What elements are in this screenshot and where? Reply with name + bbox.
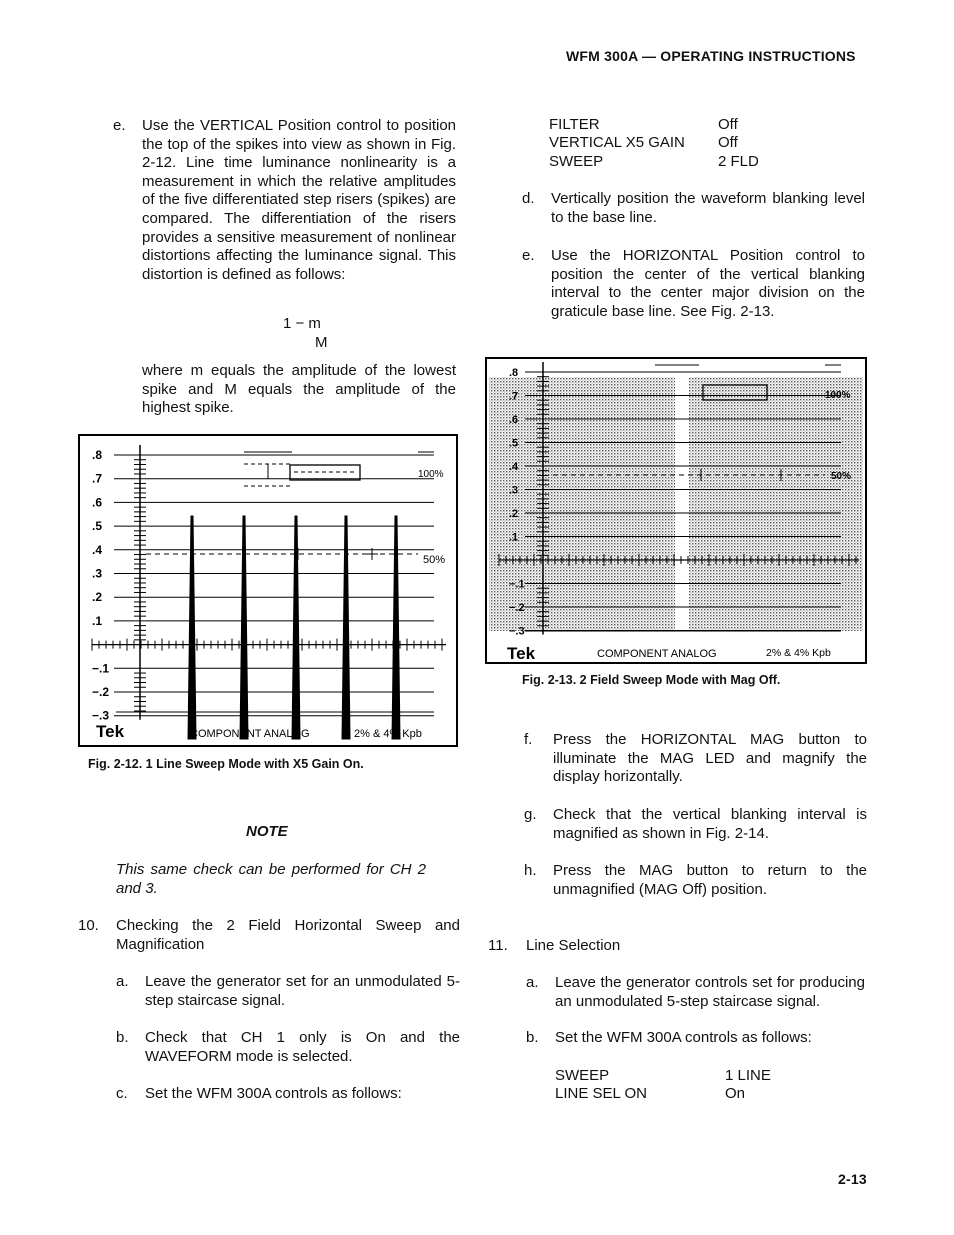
graticule-tick-label: .6 (509, 414, 519, 426)
graticule-tick-label: .3 (509, 484, 519, 497)
figure-2-12 (78, 434, 458, 747)
step-h-text: Press the MAG button to return to the unmagnified (MAG Off) position. (553, 862, 867, 898)
step-g-letter: g. (524, 806, 537, 823)
graticule-tick-label: .2 (509, 508, 519, 520)
component-analog-label: COMPONENT ANALOG (597, 648, 717, 660)
component-analog-label: COMPONENT ANALOG (190, 728, 310, 740)
setting-value: On (725, 1085, 746, 1102)
step-11a-letter: a. (526, 974, 539, 991)
label-50: 50% (831, 471, 852, 482)
setting-value: Off (718, 134, 738, 151)
formula-denominator: M (315, 334, 328, 351)
setting-name: VERTICAL X5 GAIN (549, 134, 685, 151)
graticule-tick-label: −.2 (92, 685, 110, 699)
step-e-right-text: Use the HORIZONTAL Position control to position the center of the vertical blanking interval to the center major division on the graticule base line. See Fig. 2-13. (551, 247, 865, 320)
graticule-tick-label: −.3 (509, 625, 525, 638)
step-e-right-letter: e. (522, 247, 535, 264)
note-title: NOTE (246, 823, 288, 840)
page-header: WFM 300A — OPERATING INSTRUCTIONS (566, 48, 856, 64)
graticule-tick-label: .5 (509, 437, 519, 450)
kpb-label: 2% & 4% Kpb (766, 647, 831, 659)
step-h-letter: h. (524, 862, 537, 879)
step-10-text: Checking the 2 Field Horizontal Sweep and Magnification (116, 917, 460, 953)
setting-value: 2 FLD (718, 153, 759, 170)
step-11b-text: Set the WFM 300A controls as follows: (555, 1029, 812, 1046)
fig-12-caption: Fig. 2-12. 1 Line Sweep Mode with X5 Gain On. (88, 757, 364, 771)
graticule-tick-label: .7 (509, 390, 519, 403)
setting-value: 1 LINE (725, 1067, 771, 1084)
graticule-tick-label: .4 (92, 542, 103, 557)
graticule-tick-label: .1 (509, 531, 519, 544)
graticule-tick-label: .1 (92, 613, 103, 628)
step-g-text: Check that the vertical blanking interval is magnified as shown in Fig. 2-14. (553, 806, 867, 842)
label-100: 100% (825, 390, 851, 401)
graticule-tick-label: .8 (509, 367, 519, 379)
step-e-letter: e. (113, 117, 126, 134)
step-11b-letter: b. (526, 1029, 539, 1046)
tek-logo: Tek (96, 722, 125, 741)
graticule-tick-label: −.2 (509, 602, 525, 614)
step-10-number: 10. (78, 917, 99, 934)
step-11-number: 11. (488, 937, 508, 954)
step-10a-text: Leave the generator set for an unmodulated 5-step staircase signal. (145, 973, 460, 1009)
note-text: This same check can be performed for CH 2 and 3. (116, 861, 426, 897)
graticule-tick-label: −.3 (92, 708, 110, 723)
step-10a-letter: a. (116, 973, 129, 990)
graticule-tick-label: −.1 (509, 578, 525, 591)
setting-value: Off (718, 116, 738, 133)
setting-name: SWEEP (555, 1067, 610, 1084)
graticule-tick-label: −.1 (92, 661, 110, 676)
setting-name: LINE SEL ON (555, 1085, 647, 1102)
step-f-text: Press the HORIZONTAL MAG button to illuminate the MAG LED and magnify the display horizontally. (553, 731, 867, 786)
figure-2-13 (485, 357, 867, 664)
waveform-graticule-fig12 (78, 434, 458, 747)
step-11-text: Line Selection (526, 937, 621, 954)
tek-logo: Tek (507, 644, 536, 663)
waveform-graticule-fig13 (485, 357, 867, 664)
step-d-letter: d. (522, 190, 535, 207)
label-50: 50% (423, 554, 446, 566)
graticule-tick-label: .5 (92, 519, 103, 534)
step-10b-text: Check that CH 1 only is On and the WAVEFORM mode is selected. (145, 1029, 460, 1065)
graticule-tick-label: .7 (92, 471, 103, 486)
page-number: 2-13 (838, 1171, 867, 1187)
graticule-tick-label: .2 (92, 590, 103, 605)
setting-name: SWEEP (549, 153, 604, 170)
graticule-tick-label: .3 (92, 566, 103, 581)
formula-numerator: 1 − m (283, 315, 321, 332)
step-10c-text: Set the WFM 300A controls as follows: (145, 1085, 402, 1102)
fig-13-caption: Fig. 2-13. 2 Field Sweep Mode with Mag Off. (522, 673, 781, 687)
label-100: 100% (418, 469, 444, 480)
kpb-label: 2% & 4% Kpb (354, 728, 422, 740)
step-10c-letter: c. (116, 1085, 128, 1102)
step-d-text: Vertically position the waveform blanking level to the base line. (551, 190, 865, 226)
graticule-tick-label: .6 (92, 495, 103, 510)
graticule-tick-label: .4 (509, 461, 519, 473)
step-10b-letter: b. (116, 1029, 129, 1046)
step-f-letter: f. (524, 731, 533, 748)
where-text: where m equals the amplitude of the lowest spike and M equals the amplitude of the highest spike. (142, 362, 456, 417)
step-e-text: Use the VERTICAL Position control to position the top of the spikes into view as shown in Fig. 2-12. Line time luminance nonlinearity is a measurement in which the relative amplitudes of the five differentiated step risers (spikes) are compared. The differentiation of the risers provides a sensitive measurement of nonlinear distortions affecting the luminance signal. This distortion is defined as follows: (142, 117, 456, 283)
vertical-blanking-interval (675, 377, 689, 631)
setting-name: FILTER (549, 116, 600, 133)
step-11a-text: Leave the generator controls set for producing an unmodulated 5-step staircase signal. (555, 974, 865, 1010)
graticule-tick-label: .8 (92, 448, 103, 462)
